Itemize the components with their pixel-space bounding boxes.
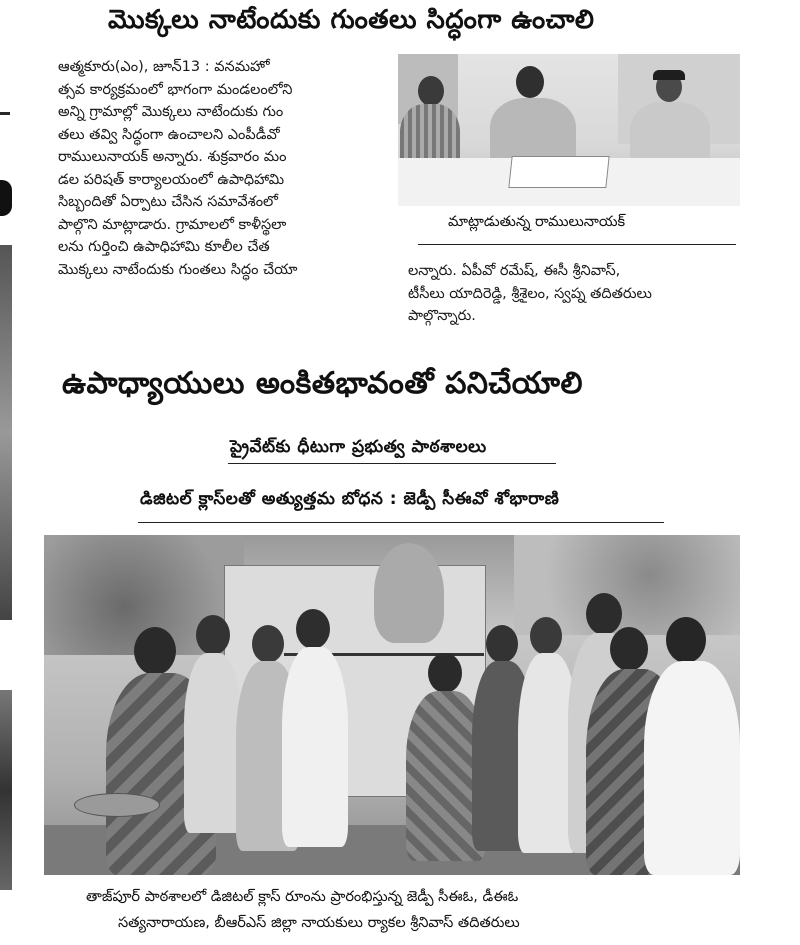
woman-center-head xyxy=(428,653,462,693)
man-3-head xyxy=(296,609,330,649)
article2-photo xyxy=(44,535,740,875)
page-edge-fragment-top xyxy=(0,112,10,115)
man-1-shirt xyxy=(184,653,242,833)
article2-photo-caption-line-1: తాజ్‌పూర్ పాఠశాలలో డిజిటల్ క్లాస్ రూంను ప్రారంభిస్తున్న జెడ్పీ సీఈఓ, డీఈఓ xyxy=(86,889,519,905)
woman-right-2-head xyxy=(666,617,706,663)
article1-body xyxy=(58,56,386,281)
article1-cont-line: లన్నారు. ఏపీవో రమేష్, ఈసీ శ్రీనివాస్, xyxy=(408,263,621,279)
article1-continued xyxy=(408,260,744,328)
bird-sculpture xyxy=(374,543,444,643)
article2-subhead-1: ప్రైవేట్‌కు ధీటుగా ప్రభుత్వ పాఠశాలలు xyxy=(230,437,487,457)
article1-line: రాములునాయక్ అన్నారు. శుక్రవారం మం xyxy=(58,149,287,165)
man-1-head xyxy=(196,615,230,655)
article1-line: త్సవ కార్యక్రమంలో భాగంగా మండలంలోని xyxy=(58,81,293,98)
article1-cont-line: టీసీలు యాదిరెడ్డి, శ్రీశైలం, స్వప్న తదితరులు xyxy=(408,285,652,302)
woman-left-head xyxy=(134,627,176,675)
subhead-2-underline xyxy=(138,522,664,523)
article1-line: ఆత్మకూరు(ఎం), జూన్13 : వనమహో xyxy=(58,59,270,75)
article1-line: లను గుర్తించి ఉపాధిహామి కూలీల చేత xyxy=(58,239,270,255)
article1-cont-line: పాల్గొన్నారు. xyxy=(408,308,476,324)
article1-photo-caption: మాట్లాడుతున్న రాములునాయక్ xyxy=(448,214,626,230)
man-6-head xyxy=(586,593,622,635)
article1-line: సిబ్బందితో ఏర్పాటు చేసిన సమావేశంలో xyxy=(58,194,278,210)
article1-line: మొక్కలు నాటేందుకు గుంతలు సిద్ధం చేయా xyxy=(58,261,298,278)
page-edge-fragment-photo-2 xyxy=(0,690,12,890)
article1-line: అన్ని గ్రామాల్లో మొక్కలు నాటేందుకు గుం xyxy=(58,104,284,120)
article2-headline: ఉపాధ్యాయులు అంకితభావంతో పనిచేయాలి xyxy=(62,366,583,401)
article1-photo xyxy=(398,54,740,206)
man-2-head xyxy=(252,625,284,663)
article1-line: పాల్గొని మాట్లాడారు. గ్రామాలలో కాళీస్థలా xyxy=(58,216,287,233)
page-edge-fragment-photo-1 xyxy=(0,245,12,620)
article2-photo-caption-line-2: సత్యనారాయణ, బీఆర్ఎస్ జిల్లా నాయకులు ర్యాకల శ్రీనివాస్ తదితరులు xyxy=(118,915,520,931)
article1-line: డల పరిషత్ కార్యాలయంలో ఉపాధిహామి xyxy=(58,171,285,188)
man-left-head xyxy=(418,76,444,106)
woman-right-1-head xyxy=(610,627,648,671)
man-5-head xyxy=(530,617,562,655)
man-3-shirt xyxy=(282,647,348,847)
page-edge-fragment-glyph xyxy=(0,180,12,216)
woman-right-2-saree xyxy=(644,661,740,875)
subhead-1-underline xyxy=(228,463,556,464)
article1-line: తలు తవ్వి సిద్ధంగా ఉంచాలని ఎంపీడీవో xyxy=(58,126,280,143)
man-center-head xyxy=(516,66,544,98)
article1-headline: మొక్కలు నాటేందుకు గుంతలు సిద్ధంగా ఉంచాలి xyxy=(108,5,595,35)
article2-subhead-2: డిజిటల్ క్లాస్‌లతో అత్యుత్తమ బోధన : జెడ్పీ సీఈవో శోభారాణి xyxy=(140,489,560,509)
caption-underline xyxy=(418,244,736,245)
tray xyxy=(74,793,160,817)
papers xyxy=(508,156,609,188)
man-4-head xyxy=(486,625,518,663)
cap xyxy=(653,70,685,80)
